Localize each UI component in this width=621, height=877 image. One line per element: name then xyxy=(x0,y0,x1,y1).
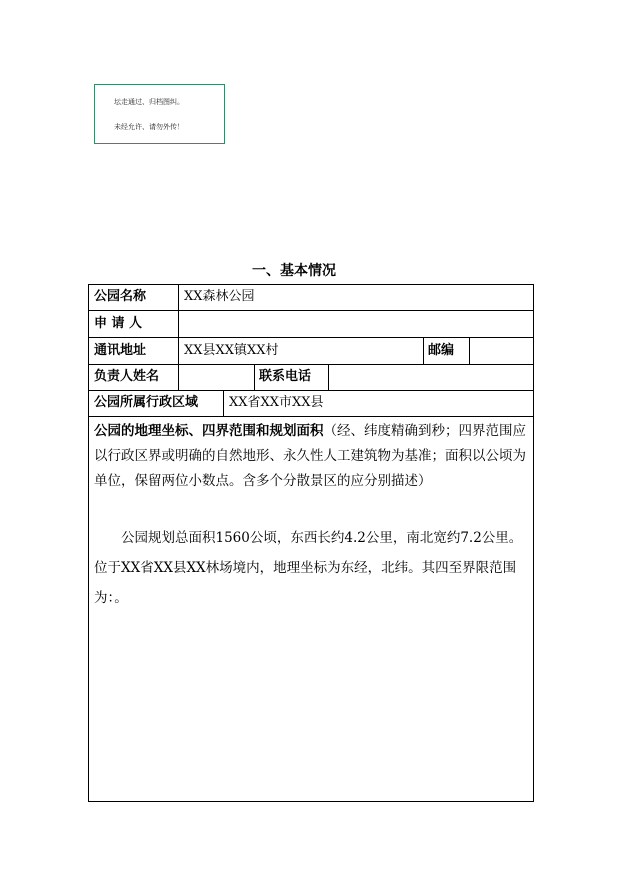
geo-instruction: （经、纬度精确到秒；四界范围应以行政区界或明确的自然地形、永久性人工建筑物为基准；面积以公顷为单位，保留两位小数点。含多个分散景区的应分别描述） xyxy=(94,423,526,489)
region-field[interactable]: XX省XX市XX县 xyxy=(229,395,324,410)
park-name-field[interactable]: XX森林公园 xyxy=(184,289,255,304)
column-divider xyxy=(254,364,255,390)
geo-description xyxy=(94,419,526,494)
geo-label: 公园的地理坐标、四界范围和规划面积 xyxy=(94,423,324,439)
phone-label: 联系电话 xyxy=(259,369,312,384)
applicant-label: 申 请 人 xyxy=(94,316,143,331)
row-divider xyxy=(89,337,533,338)
region-label: 公园所属行政区域 xyxy=(94,395,199,410)
row-divider xyxy=(89,390,533,391)
column-divider xyxy=(423,337,424,364)
column-divider xyxy=(328,364,329,390)
stamp-line-1: 坛走通过、归档图纠。 xyxy=(114,98,184,106)
approval-stamp xyxy=(94,84,225,144)
address-label: 通讯地址 xyxy=(94,343,147,358)
stamp-line-2: 未经允许、请勿外传！ xyxy=(114,123,184,131)
manager-label: 负责人姓名 xyxy=(94,369,160,384)
column-divider xyxy=(469,337,470,364)
basic-info-form xyxy=(88,284,534,802)
row-divider xyxy=(89,416,533,417)
geo-body-field[interactable]: 公园规划总面积1560公顷，东西长约4.2公里，南北宽约7.2公里。位于XX省XX县XX林场境内，地理坐标为东经，北纬。其四至界限范围为：。 xyxy=(94,530,523,606)
column-divider xyxy=(223,390,224,416)
row-divider xyxy=(89,310,533,311)
park-name-label: 公园名称 xyxy=(94,289,147,304)
column-divider xyxy=(178,285,179,390)
postcode-label: 邮编 xyxy=(428,343,455,358)
address-field[interactable]: XX县XX镇XX村 xyxy=(184,343,279,358)
row-divider xyxy=(89,364,533,365)
section-title: 一、基本情况 xyxy=(252,263,336,279)
